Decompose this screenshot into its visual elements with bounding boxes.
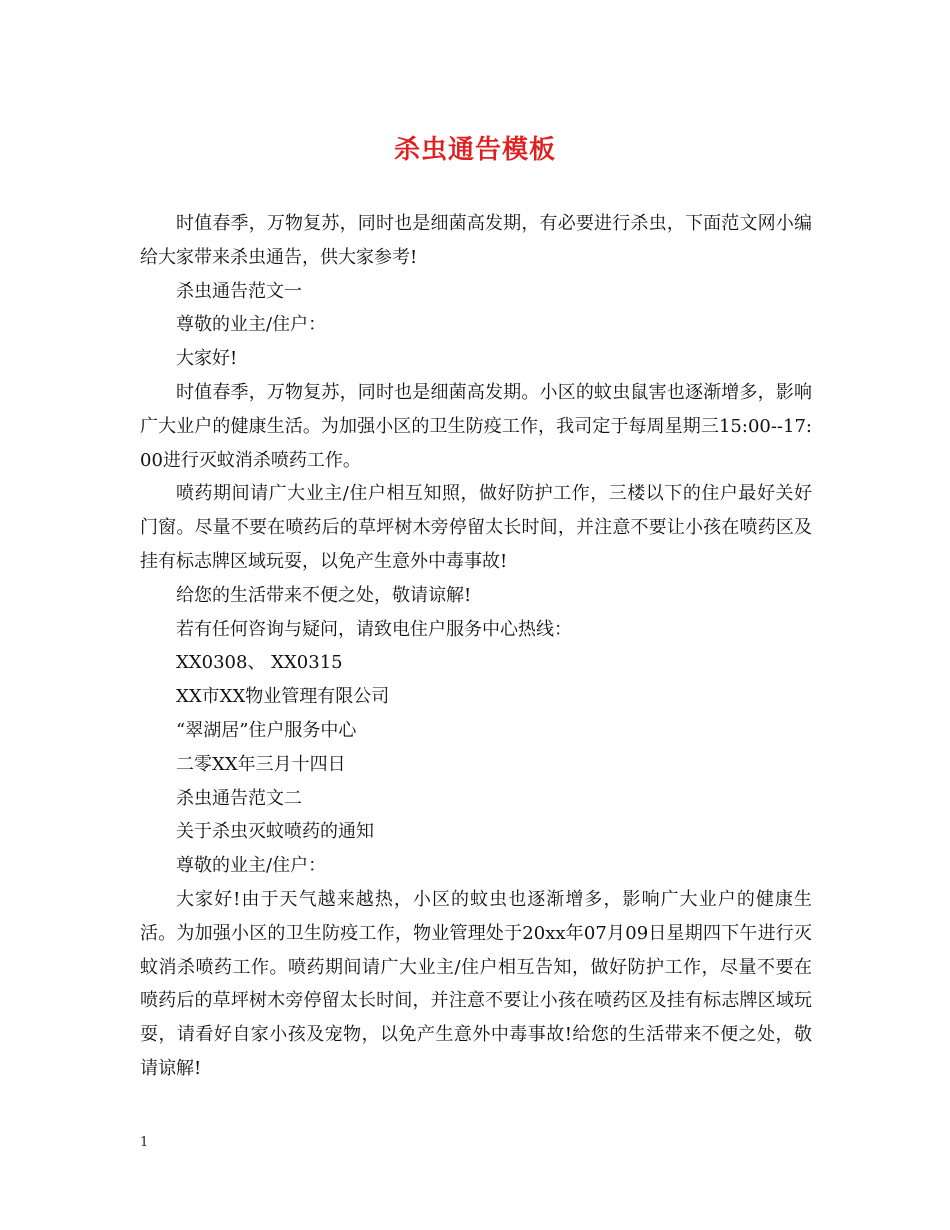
paragraph-hotline-intro: 若有任何咨询与疑问，请致电住户服务中心热线： [176,618,572,640]
paragraph-date: 二零XX年三月十四日 [176,753,346,775]
paragraph-service-center: “翠湖居”住户服务中心 [176,719,357,741]
paragraph-apology: 给您的生活带来不便之处，敬请谅解! [176,584,472,606]
page-number: 1 [140,1135,149,1150]
paragraph-notice-title: 关于杀虫灭蚊喷药的通知 [176,821,374,843]
paragraph-notice-body-2: 大家好!由于天气越来越热，小区的蚊虫也逐渐增多，影响广大业户的健康生活。为加强小区的卫生防疫工作，物业管理处于20xx年07月09日星期四下午进行灭蚊消杀喷药工作。喷药期间请广大业主/住户相互告知，做好防护工作，尽量不要在喷药后的草坪树木旁停留太长时间，并注意不要让小孩在喷药区及挂有标志牌区域玩耍，请看好自家小孩及宠物，以免产生意外中毒事故!给您的生活带来不便之处，敬请谅解! [140,888,812,1079]
paragraph-salutation-2: 尊敬的业主/住户： [176,855,327,877]
paragraph-intro: 时值春季，万物复苏，同时也是细菌高发期，有必要进行杀虫，下面范文网小编给大家带来杀虫通告，供大家参考! [140,213,812,268]
paragraph-precautions: 喷药期间请广大业主/住户相互知照，做好防护工作，三楼以下的住户最好关好门窗。尽量不要在喷药后的草坪树木旁停留太长时间，并注意不要让小孩在喷药区及挂有标志牌区域玩耍，以免产生意外中毒事故! [140,483,812,572]
paragraph-company: XX市XX物业管理有限公司 [176,686,390,708]
paragraph-hotline-numbers: XX0308、 XX0315 [176,652,343,674]
paragraph-sample-two-heading: 杀虫通告范文二 [176,787,302,809]
paragraph-sample-one-heading: 杀虫通告范文一 [176,280,302,302]
document-title: 杀虫通告模板 [393,135,556,165]
paragraph-notice-body: 时值春季，万物复苏，同时也是细菌高发期。小区的蚊虫鼠害也逐渐增多，影响广大业户的健康生活。为加强小区的卫生防疫工作，我司定于每周星期三15:00--17:00进行灭蚊消杀喷药工作。 [140,381,812,471]
paragraph-salutation: 尊敬的业主/住户： [176,314,327,336]
document-body [140,207,812,1086]
paragraph-greeting: 大家好! [176,348,238,370]
